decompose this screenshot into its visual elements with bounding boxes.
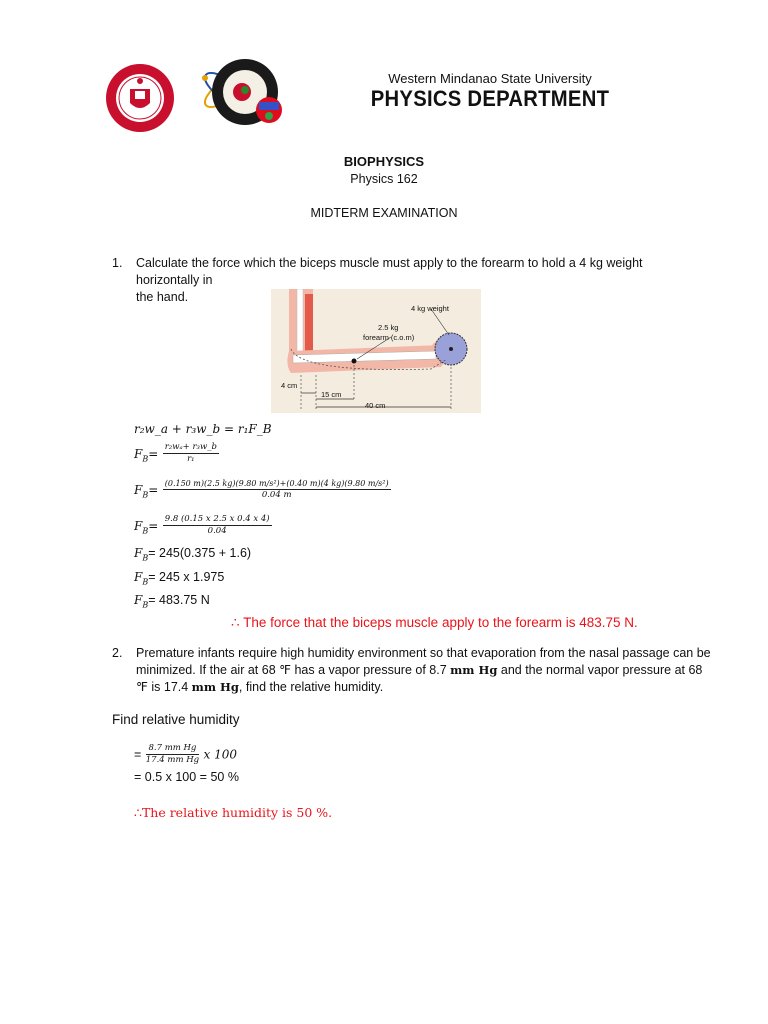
question-1-line-2: the hand. (136, 290, 189, 304)
equation-3: $F_B=$ $\frac{\text{(0.150 m)(2.5 kg)(9.80 m/s²)+(0.40 m)(4 kg)(9.80 m/s²)}}{0.04 m}$ (134, 479, 389, 500)
equation-5: $F_B= 245(0.375 + 1.6)$ (134, 546, 252, 563)
question-1-answer: ∴ The force that the biceps muscle apply to the forearm is 483.75 N. (231, 615, 638, 630)
equation-7: $F_B= 483.75$ N (134, 593, 210, 610)
university-name: Western Mindanao State University (388, 71, 592, 86)
question-2-number: 2. (112, 646, 123, 660)
equation-2: $F_B=$ $\frac{\text{r₂wₐ+ r₃w\_b}}{\text{r₁}}$ (134, 442, 217, 464)
unit-mmhg-2: mm Hg (191, 680, 239, 694)
equation-3-numerator: (0.150 m)(2.5 kg)(9.80 m/s²)+(0.40 m)(4 kg)(9.80 m/s²) (164, 479, 389, 488)
humidity-result: = 0.5 x 100 = 50 % (134, 770, 239, 784)
step-6-text: = 245 x 1.975 (148, 570, 225, 584)
dimension-4cm: 4 cm (281, 381, 298, 390)
question-1-number: 1. (112, 256, 123, 270)
question-2-line-3c: , find the relative humidity. (238, 680, 384, 694)
question-1-line-1: Calculate the force which the biceps muscle must apply to the forearm to hold a 4 kg weight horizontally in (136, 256, 643, 287)
unit-mmhg-1: mm Hg (450, 663, 498, 677)
equation-3-denominator: 0.04 m (261, 490, 292, 500)
forearm-com-label: forearm (c.o.m) (363, 333, 415, 342)
equation-2-numerator: r₂wₐ+ r₃w_b (164, 442, 217, 452)
equation-4-numerator: 9.8 (0.15 x 2.5 x 0.4 x 4) (164, 514, 270, 524)
exam-title: MIDTERM EXAMINATION (310, 206, 458, 220)
question-2-line-2a: minimized. If the air at 68 ℉ has a vapor pressure of 8.7 (136, 663, 451, 677)
equation-6: $F_B= 245$ x 1.975 (134, 570, 225, 587)
forearm-diagram (271, 289, 481, 413)
weight-label: 4 kg weight (411, 304, 449, 313)
humidity-fraction-equation (134, 743, 237, 766)
step-7-text: = 483.75 N (148, 593, 210, 607)
equation-4: $F_B=$ $\frac{9.8 (0.15 x 2.5 x 0.4 x 4)}{0.04}$ (134, 514, 270, 536)
equation-1: r₂w_a + r₃w_b = r₁F_B (134, 422, 272, 436)
equation-2-denominator: r₁ (187, 454, 195, 464)
fb-subscript: B (142, 454, 149, 464)
university-seal-logo (105, 63, 175, 133)
question-2-line-2c: and the normal vapor pressure at 68 (497, 663, 703, 677)
humidity-denominator: 17.4 mm Hg (145, 755, 200, 765)
find-relative-humidity-label: Find relative humidity (112, 712, 240, 727)
step-5-text: = 245(0.375 + 1.6) (148, 546, 252, 560)
course-code: Physics 162 (350, 172, 418, 186)
dimension-15cm: 15 cm (321, 390, 342, 399)
question-2-text (136, 645, 716, 696)
fb-symbol: F (134, 446, 143, 461)
question-2-line-3a: ℉ is 17.4 (136, 680, 192, 694)
dimension-40cm: 40 cm (365, 401, 386, 410)
question-2-line-1: Premature infants require high humidity environment so that evaporation from the nasal passage can be (136, 646, 711, 660)
course-title: BIOPHYSICS (343, 154, 425, 169)
equation-4-denominator: 0.04 (207, 526, 227, 536)
physics-department-logo (197, 48, 297, 138)
humidity-numerator: 8.7 mm Hg (146, 743, 199, 755)
department-title: PHYSICS DEPARTMENT (370, 86, 610, 111)
question-2-answer: ∴The relative humidity is 50 %. (134, 805, 333, 820)
forearm-mass-label: 2.5 kg (378, 323, 399, 332)
times-100: x 100 (203, 747, 238, 762)
equals-sign: = (134, 747, 142, 762)
